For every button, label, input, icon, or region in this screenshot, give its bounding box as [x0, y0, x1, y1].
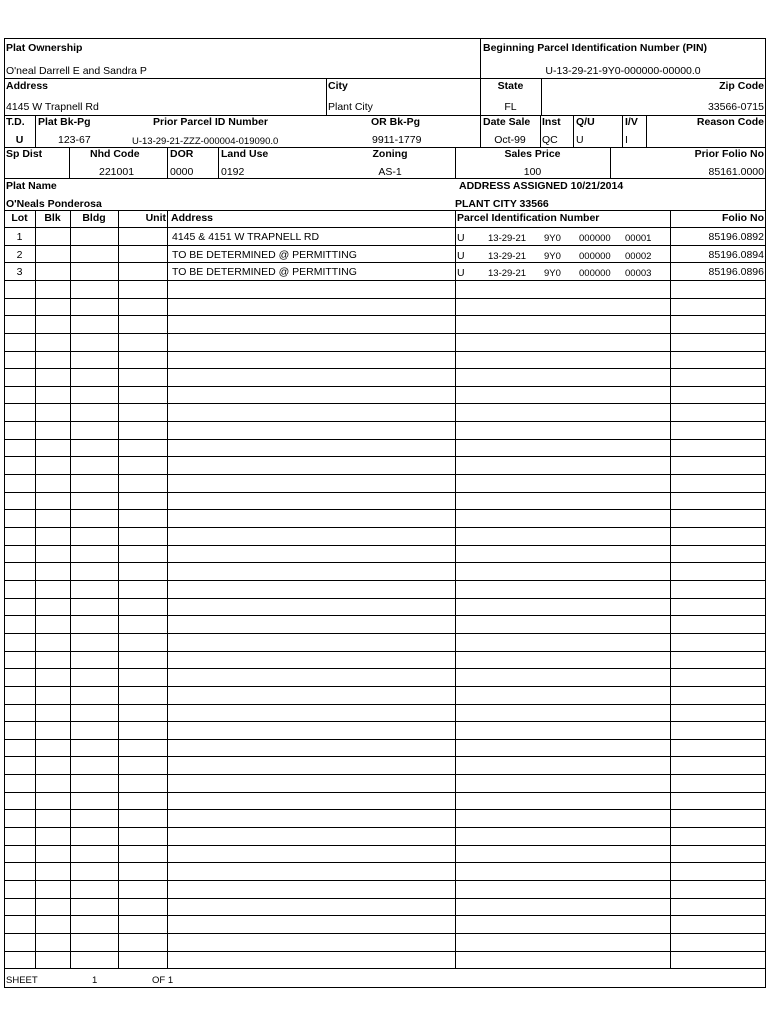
zoning-value: AS-1 [378, 166, 402, 178]
sheet-number: 1 [92, 975, 98, 986]
zip-label: Zip Code [719, 80, 764, 92]
row-pin-sub: 9Y0 [544, 268, 561, 279]
row-lot: 1 [16, 231, 23, 243]
state-label: State [497, 80, 524, 92]
row-pin-lot: 00002 [625, 251, 652, 262]
prior-folio-value: 85161.0000 [708, 166, 764, 178]
city-value: Plant City [328, 101, 373, 113]
row-pin-lot: 00003 [625, 268, 652, 279]
col-folio: Folio No [722, 212, 764, 224]
pin-value: U-13-29-21-9Y0-000000-00000.0 [545, 65, 701, 77]
row-address: TO BE DETERMINED @ PERMITTING [172, 266, 357, 278]
dor-value: 0000 [170, 166, 194, 178]
col-address: Address [171, 212, 214, 224]
row-pin-str: 13-29-21 [488, 268, 527, 279]
col-unit: Unit [145, 212, 166, 224]
date-sale-value: Oct-99 [494, 134, 526, 146]
land-use-label: Land Use [221, 148, 269, 160]
grid-column-line [118, 210, 119, 968]
row-pin-block: 000000 [579, 233, 611, 244]
or-bkpg-value: 9911-1779 [372, 134, 422, 146]
row-pin-sub: 9Y0 [544, 251, 561, 262]
col-bldg: Bldg [82, 212, 106, 224]
pin-label: Beginning Parcel Identification Number (PIN) [483, 42, 708, 54]
row-address: 4145 & 4151 W TRAPNELL RD [172, 231, 320, 243]
col-pin: Parcel Identification Number [457, 212, 600, 224]
grid-column-line [455, 210, 456, 968]
iv-value: I [625, 134, 628, 146]
plat-sheet [4, 38, 766, 988]
zoning-label: Zoning [372, 148, 408, 160]
land-use-value: 0192 [221, 166, 245, 178]
sales-price-value: 100 [523, 166, 542, 178]
date-sale-label: Date Sale [483, 116, 531, 128]
row-folio: 85196.0894 [708, 249, 764, 261]
col-blk: Blk [44, 212, 61, 224]
row-address: TO BE DETERMINED @ PERMITTING [172, 249, 357, 261]
row-pin-str: 13-29-21 [488, 233, 527, 244]
nhd-code-value: 221001 [99, 166, 135, 178]
row-folio: 85196.0892 [708, 231, 764, 243]
row-pin-lot: 00001 [625, 233, 652, 244]
row-pin-prefix: U [457, 232, 465, 244]
address-value: 4145 W Trapnell Rd [6, 101, 99, 113]
plat-name-label: Plat Name [6, 180, 57, 192]
state-value: FL [504, 101, 517, 113]
row-pin-str: 13-29-21 [488, 251, 527, 262]
plat-ownership-label: Plat Ownership [6, 42, 83, 54]
grid-column-line [35, 210, 36, 968]
sheet-label: SHEET [6, 975, 38, 986]
grid-column-line [670, 210, 671, 968]
td-value: U [15, 134, 24, 146]
row-lot: 2 [16, 249, 23, 261]
plat-bkpg-label: Plat Bk-Pg [38, 116, 91, 128]
sp-dist-label: Sp Dist [6, 148, 43, 160]
prior-parcel-label: Prior Parcel ID Number [153, 116, 268, 128]
row-pin-prefix: U [457, 250, 465, 262]
row-lot: 3 [16, 266, 23, 278]
plat-name-value: O'Neals Ponderosa [6, 198, 102, 210]
address-label: Address [6, 80, 49, 92]
dor-label: DOR [170, 148, 194, 160]
qu-value: U [576, 134, 584, 146]
grid-column-line [70, 210, 71, 968]
row-pin-sub: 9Y0 [544, 233, 561, 244]
grid-row-line [4, 968, 766, 969]
plat-bkpg-value: 123-67 [58, 134, 91, 146]
inst-label: Inst [542, 116, 561, 128]
inst-value: QC [542, 134, 558, 146]
row-pin-block: 000000 [579, 268, 611, 279]
qu-label: Q/U [576, 116, 595, 128]
grid-column-line [167, 210, 168, 968]
nhd-code-label: Nhd Code [90, 148, 140, 160]
owner-name: O'neal Darrell E and Sandra P [6, 65, 147, 77]
td-label: T.D. [6, 116, 25, 128]
prior-parcel-value: U-13-29-21-ZZZ-000004-019090.0 [132, 136, 279, 147]
row-folio: 85196.0896 [708, 266, 764, 278]
prior-folio-label: Prior Folio No [694, 148, 764, 160]
city-label: City [328, 80, 348, 92]
or-bkpg-label: OR Bk-Pg [371, 116, 421, 128]
row-pin-block: 000000 [579, 251, 611, 262]
iv-label: I/V [625, 116, 638, 128]
plant-city-zip: PLANT CITY 33566 [455, 198, 549, 210]
zip-value: 33566-0715 [707, 101, 764, 113]
address-assigned-note: ADDRESS ASSIGNED 10/21/2014 [459, 180, 624, 192]
sheet-of-total: OF 1 [152, 975, 174, 986]
reason-code-label: Reason Code [696, 116, 764, 128]
col-lot: Lot [11, 212, 28, 224]
sales-price-label: Sales Price [504, 148, 561, 160]
row-pin-prefix: U [457, 267, 465, 279]
